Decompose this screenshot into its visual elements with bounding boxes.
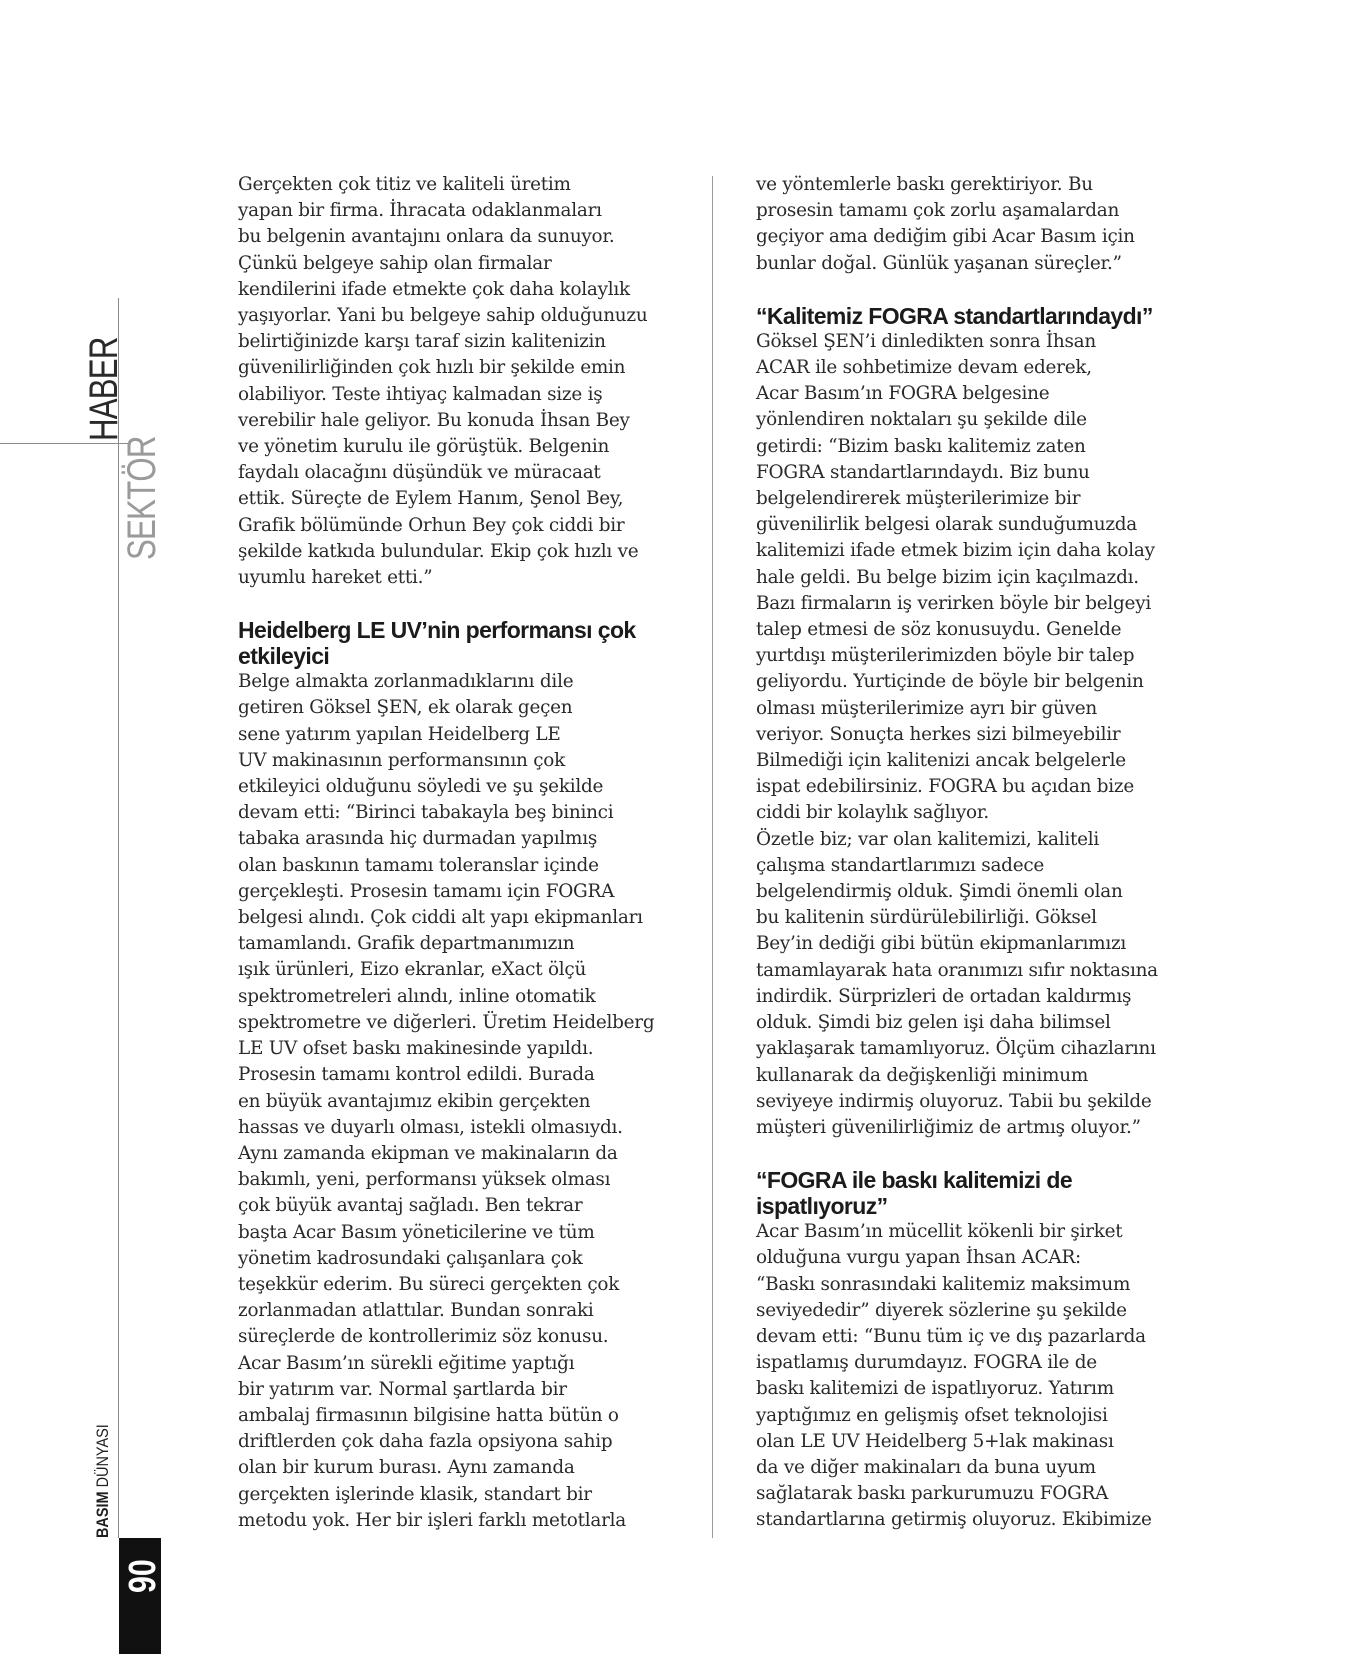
text-line: müşteri güvenilirliğimiz de artmış oluyor.” [756,1116,1141,1138]
text-line: geçiyor ama dediğim gibi Acar Basım için [756,226,1135,248]
page-number-tab [119,1538,161,1654]
text-line: şekilde katkıda bulundular. Ekip çok hızlı ve [238,540,639,562]
text-line: Aynı zamanda ekipman ve makinaların da [238,1142,618,1164]
text-line: sağlatarak baskı parkurumuzu FOGRA [756,1483,1109,1505]
text-line: gerçekleşti. Prosesin tamamı için FOGRA [238,880,615,902]
section-heading [756,1167,1198,1219]
magazine-name-bold: BASIM [93,1491,112,1538]
text-line: da ve diğer makinaları da buna uyum [756,1456,1096,1478]
text-line: hassas ve duyarlı olması, istekli olmasıydı. [238,1116,623,1138]
text-line: yaklaşarak tamamlıyoruz. Ölçüm cihazlarını [756,1038,1156,1060]
text-line: metodu yok. Her bir işleri farklı metotlarla [238,1509,626,1531]
text-line: kullanarak da değişkenliği minimum [756,1064,1089,1086]
text-line: spektrometreleri alındı, inline otomatik [238,985,596,1007]
text-line: getirdi: “Bizim baskı kalitemiz zaten [756,435,1086,457]
text-line: etkileyici olduğunu söyledi ve şu şekilde [238,776,604,798]
section-heading [756,303,1198,329]
page-number: 90 [122,1559,164,1593]
text-line: tamamlandı. Grafik departmanımızın [238,933,575,955]
text-line: FOGRA standartlarındaydı. Biz bunu [756,461,1090,483]
text-line: Acar Basım’ın mücellit kökenli bir şirket [756,1221,1123,1243]
text-line: etkileyici [238,643,330,670]
sidebar-rule-horizontal [0,443,128,444]
text-line: yapan bir firma. İhracata odaklanmaları [238,200,602,222]
text-line: olan bir kurum burası. Aynı zamanda [238,1457,575,1479]
text-line: zorlanmadan atlattılar. Bundan sonraki [238,1300,594,1322]
text-line: olduğuna vurgu yapan İhsan ACAR: [756,1247,1081,1269]
text-line: baskı kalitemizi de ispatlıyoruz. Yatırım [756,1378,1114,1400]
text-line: ve yönetim kurulu ile görüştük. Belgenin [238,436,610,458]
sidebar-rule-vertical [118,298,119,1538]
text-line: geliyordu. Yurtiçinde de böyle bir belgenin [756,671,1144,693]
text-line: gerçekten işlerinde klasik, standart bir [238,1483,592,1505]
text-line: olduk. Şimdi biz gelen işi daha bilimsel [756,1012,1111,1034]
text-line: standartlarına getirmiş oluyoruz. Ekibimize [756,1509,1152,1531]
text-line: Bilmediği için kalitenizi ancak belgelerle [756,750,1126,772]
text-line: yaptığımız en gelişmiş ofset teknolojisi [756,1404,1108,1426]
text-line: Özetle biz; var olan kalitemizi, kaliteli [756,828,1100,850]
paragraph [238,172,678,591]
paragraph [756,172,1198,277]
text-line: teşekkür ederim. Bu süreci gerçekten çok [238,1273,620,1295]
left-column [238,172,678,1534]
text-line: belgelendirerek müşterilerimize bir [756,488,1081,510]
text-line: Çünkü belgeye sahip olan firmalar [238,252,552,274]
text-line: “Baskı sonrasındaki kalitemiz maksimum [756,1273,1131,1295]
magazine-name [93,1424,113,1538]
text-line: ettik. Süreçte de Eylem Hanım, Şenol Bey, [238,488,624,510]
text-line: ACAR ile sohbetimize devam ederek, [756,357,1092,379]
text-line: getiren Göksel ŞEN, ek olarak geçen [238,697,573,719]
text-line: ve yöntemlerle baskı gerektiriyor. Bu [756,174,1093,195]
text-line: tabaka arasında hiç durmadan yapılmış [238,828,598,850]
text-line: Acar Basım’ın sürekli eğitime yaptığı [238,1352,575,1374]
text-line: Belge almakta zorlanmadıklarını dile [238,671,574,693]
text-line: ambalaj firmasının bilgisine hatta bütün o [238,1404,619,1426]
text-line: verebilir hale geliyor. Bu konuda İhsan Bey [238,409,630,431]
text-line: belgelendirmiş olduk. Şimdi önemli olan [756,881,1123,903]
text-line: ispatlamış durumdayız. FOGRA ile de [756,1352,1097,1374]
text-line: Bey’in dediği gibi bütün ekipmanlarımızı [756,933,1127,955]
text-line: hale geldi. Bu belge bizim için kaçılmazdı. [756,566,1139,588]
text-line: bakımlı, yeni, performansı yüksek olması [238,1169,611,1191]
text-line: bu kalitenin sürdürülebilirliği. Göksel [756,907,1097,929]
text-line: güvenilirliğinden çok hızlı bir şekilde emin [238,357,626,379]
text-line: başta Acar Basım yöneticilerine ve tüm [238,1221,595,1243]
text-line: prosesin tamamı çok zorlu aşamalardan [756,200,1120,222]
text-line: bir yatırım var. Normal şartlarda bir [238,1378,567,1400]
text-line: ciddi bir kolaylık sağlıyor. [756,802,989,824]
text-line: Bazı firmaların iş verirken böyle bir belgeyi [756,592,1151,614]
magazine-name-rest: DÜNYASI [93,1424,112,1492]
text-line: UV makinasının performansının çok [238,749,565,771]
text-line: güvenilirlik belgesi olarak sunduğumuzda [756,514,1138,536]
text-line: driftlerden çok daha fazla opsiyona sahip [238,1431,613,1453]
text-line: olan LE UV Heidelberg 5+lak makinası [756,1430,1114,1452]
text-line: olması müşterilerimize ayrı bir güven [756,697,1098,719]
text-line: sene yatırım yapılan Heidelberg LE [238,723,561,745]
text-line: ispat edebilirsiniz. FOGRA bu açıdan bize [756,776,1134,798]
text-line: çok büyük avantaj sağladı. Ben tekrar [238,1195,583,1217]
section-heading [238,617,678,669]
text-line: talep etmesi de söz konusuydu. Genelde [756,619,1122,641]
text-line: seviyeye indirmiş oluyoruz. Tabii bu şekilde [756,1090,1152,1112]
text-line: Grafik bölümünde Orhun Bey çok ciddi bir [238,514,625,536]
text-line: kalitemizi ifade etmek bizim için daha kolay [756,540,1155,562]
text-line: çalışma standartlarımızı sadece [756,854,1045,876]
text-line: Prosesin tamamı kontrol edildi. Burada [238,1064,595,1086]
paragraph [756,1219,1198,1533]
section-title: HABER [82,337,126,441]
text-line: kendilerini ifade etmekte çok daha kolaylık [238,278,630,300]
text-line: en büyük avantajımız ekibin gerçekten [238,1090,591,1112]
text-line: veriyor. Sonuçta herkes sizi bilmeyebilir [756,723,1121,745]
paragraph [756,329,1198,1141]
text-line: belirtiğinizde karşı taraf sizin kalitenizin [238,331,606,353]
text-line: faydalı olacağını düşündük ve müracaat [238,462,601,484]
text-line: ispatlıyoruz” [756,1193,888,1220]
right-column [756,172,1198,1534]
text-line: Acar Basım’ın FOGRA belgesine [756,383,1050,405]
text-line: Göksel ŞEN’i dinledikten sonra İhsan [756,330,1096,352]
text-line: bunlar doğal. Günlük yaşanan süreçler.” [756,252,1122,274]
text-line: uyumlu hareket etti.” [238,567,433,589]
paragraph [238,669,678,1534]
column-divider [712,176,713,1538]
text-line: olan baskının tamamı toleranslar içinde [238,854,599,876]
text-line: süreçlerde de kontrollerimiz söz konusu. [238,1326,609,1348]
text-line: yurtdışı müşterilerimizden böyle bir talep [756,645,1135,667]
text-line: “FOGRA ile baskı kalitemizi de [756,1167,1073,1194]
text-line: yönetim kadrosundaki çalışanlara çok [238,1247,583,1269]
text-line: indirdik. Sürprizleri de ortadan kaldırmış [756,985,1132,1007]
text-line: devam etti: “Birinci tabakayla beş bininci [238,802,614,824]
text-line: devam etti: “Bunu tüm iç ve dış pazarlarda [756,1325,1146,1347]
text-line: yönlendiren noktaları şu şekilde dile [756,409,1087,431]
text-line: Heidelberg LE UV’nin performansı çok [238,617,636,644]
text-line: LE UV ofset baskı makinesinde yapıldı. [238,1038,594,1060]
text-line: olabiliyor. Teste ihtiyaç kalmadan size iş [238,383,603,405]
text-line: Gerçekten çok titiz ve kaliteli üretim [238,174,571,195]
text-line: tamamlayarak hata oranımızı sıfır noktasına [756,959,1158,981]
text-line: yaşıyorlar. Yani bu belgeye sahip olduğunuzu [238,305,648,327]
text-line: bu belgenin avantajını onlara da sunuyor. [238,226,615,248]
text-line: seviyededir” diyerek sözlerine şu şekilde [756,1299,1127,1321]
text-line: “Kalitemiz FOGRA standartlarındaydı” [756,302,1153,329]
section-subtitle: SEKTÖR [120,436,164,560]
text-line: ışık ürünleri, Eizo ekranlar, eXact ölçü [238,959,587,981]
text-line: spektrometre ve diğerleri. Üretim Heidelberg [238,1011,655,1033]
text-line: belgesi alındı. Çok ciddi alt yapı ekipmanları [238,907,643,929]
